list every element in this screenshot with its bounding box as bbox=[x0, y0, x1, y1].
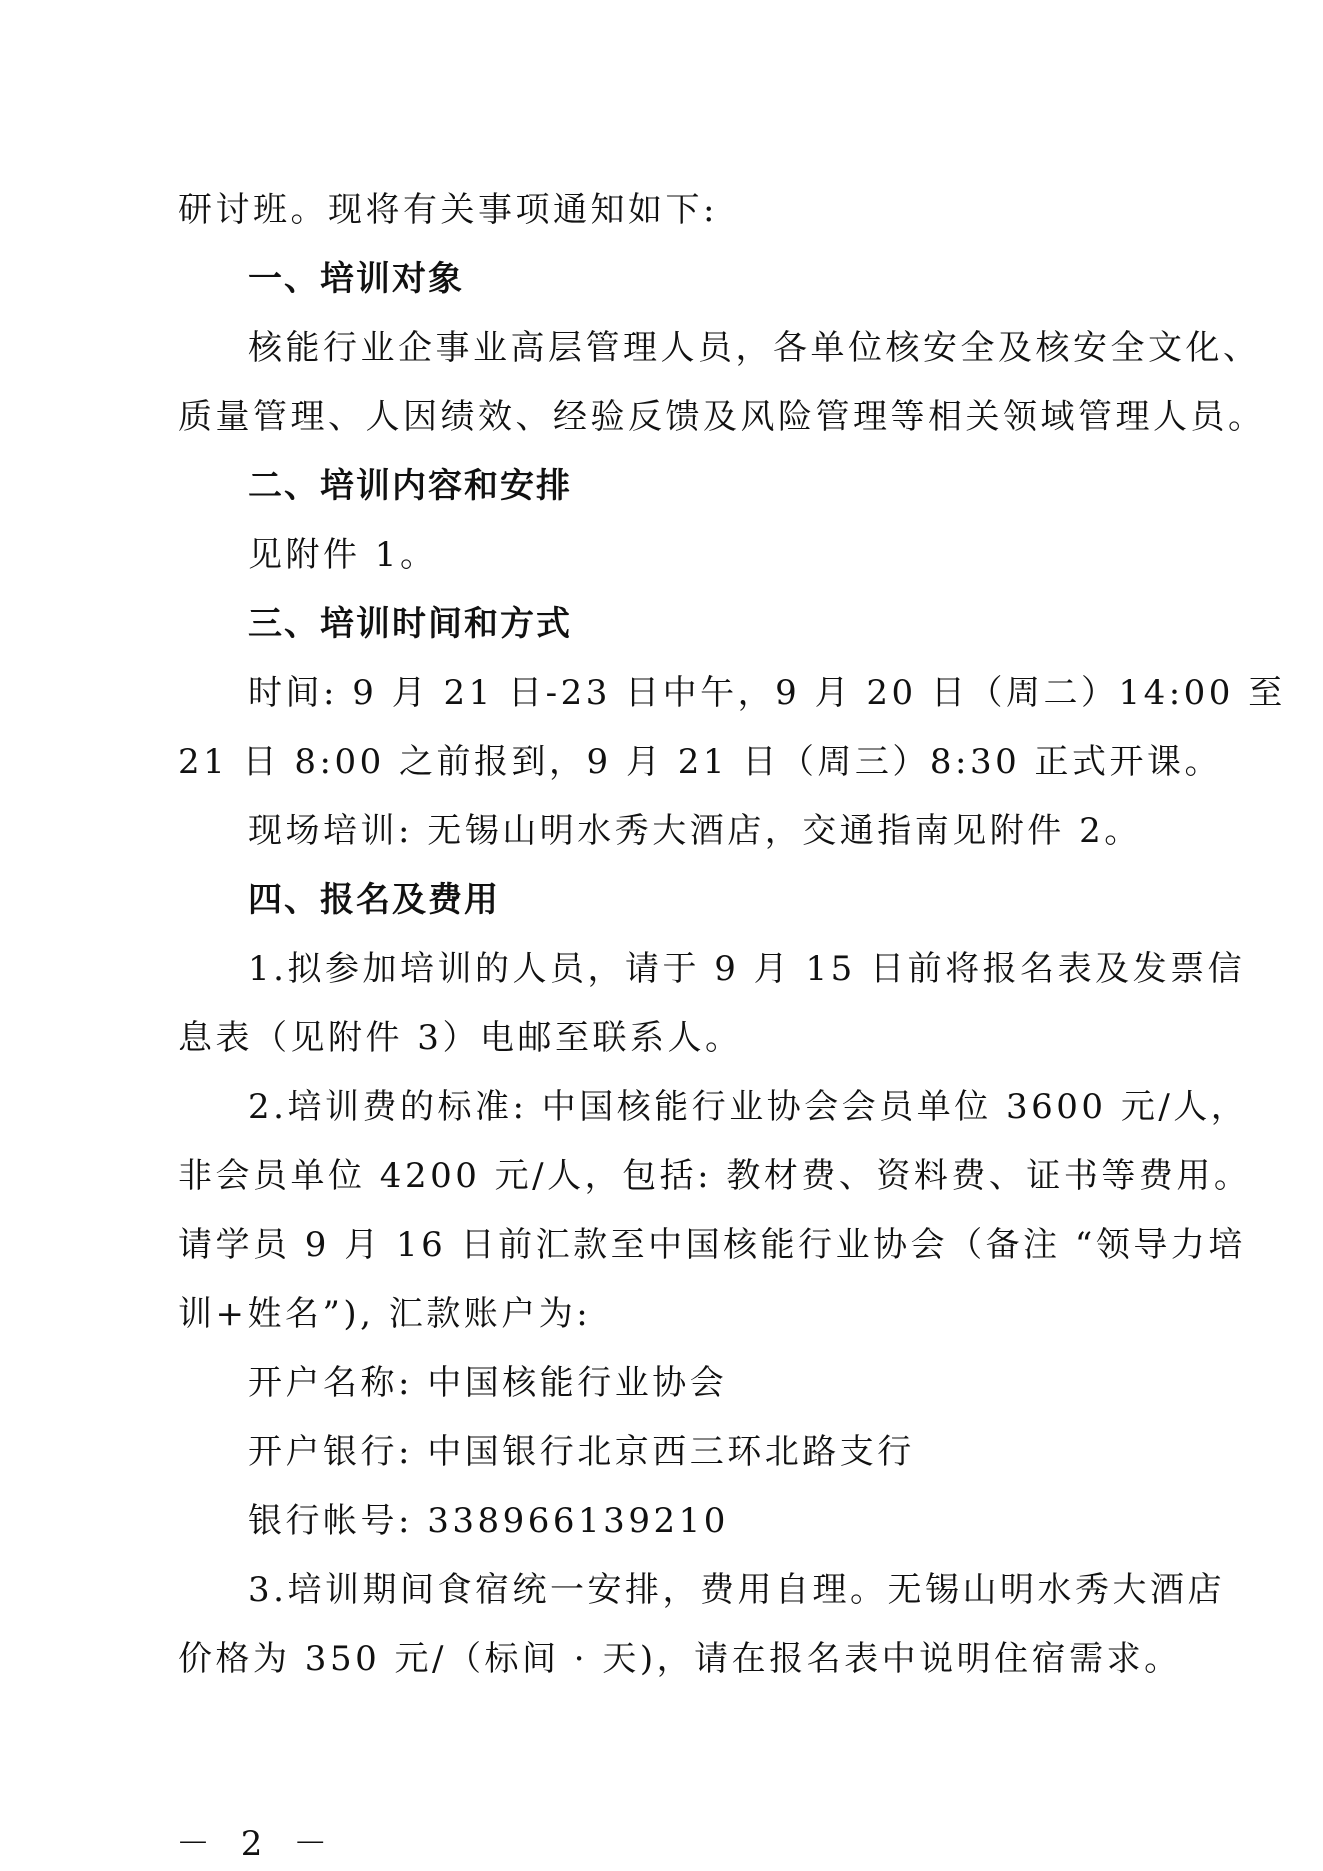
body-text-line: 非会员单位 4200 元/人，包括: 教材费、资料费、证书等费用。 bbox=[178, 1156, 1252, 1196]
body-text-line: 请学员 9 月 16 日前汇款至中国核能行业协会（备注 “领导力培 bbox=[178, 1225, 1246, 1265]
page-number: － 2 － bbox=[176, 1824, 338, 1864]
section-heading-training-time: 三、培训时间和方式 bbox=[248, 604, 572, 644]
body-text-line: 见附件 1。 bbox=[248, 535, 438, 575]
body-text-line: 质量管理、人因绩效、经验反馈及风险管理等相关领域管理人员。 bbox=[178, 397, 1266, 437]
body-text-line: 训+姓名”), 汇款账户为: bbox=[178, 1294, 592, 1334]
section-heading-training-target: 一、培训对象 bbox=[248, 259, 464, 299]
account-number-line: 银行帐号: 338966139210 bbox=[248, 1501, 729, 1541]
body-text-line: 1.拟参加培训的人员，请于 9 月 15 日前将报名表及发票信 bbox=[248, 949, 1246, 989]
body-text-line: 2.培训费的标准: 中国核能行业协会会员单位 3600 元/人， bbox=[248, 1087, 1249, 1127]
body-text-line: 3.培训期间食宿统一安排，费用自理。无锡山明水秀大酒店 bbox=[248, 1570, 1225, 1610]
account-name-line: 开户名称: 中国核能行业协会 bbox=[248, 1363, 728, 1403]
section-heading-training-content: 二、培训内容和安排 bbox=[248, 466, 572, 506]
account-bank-line: 开户银行: 中国银行北京西三环北路支行 bbox=[248, 1432, 915, 1472]
body-text-line: 核能行业企事业高层管理人员，各单位核安全及核安全文化、 bbox=[248, 328, 1261, 368]
body-text-line: 息表（见附件 3）电邮至联系人。 bbox=[178, 1018, 743, 1058]
body-text-line: 21 日 8:00 之前报到，9 月 21 日（周三）8:30 正式开课。 bbox=[178, 742, 1223, 782]
section-heading-registration-fees: 四、报名及费用 bbox=[248, 880, 500, 920]
body-text-line: 现场培训: 无锡山明水秀大酒店，交通指南见附件 2。 bbox=[248, 811, 1142, 851]
body-text-line: 时间: 9 月 21 日-23 日中午，9 月 20 日（周二）14:00 至 bbox=[248, 673, 1286, 713]
body-text-line: 价格为 350 元/（标间 · 天)，请在报名表中说明住宿需求。 bbox=[178, 1639, 1182, 1679]
body-text-line: 研讨班。现将有关事项通知如下: bbox=[178, 190, 718, 230]
